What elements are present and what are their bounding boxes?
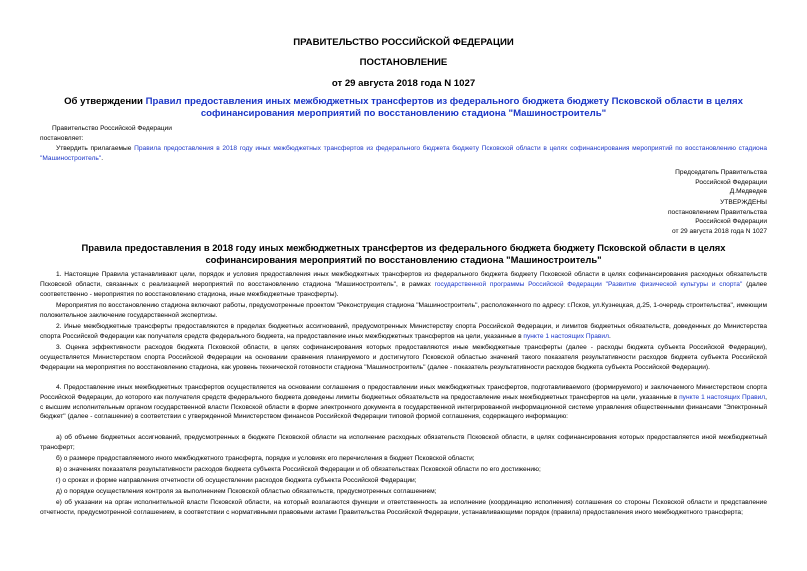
paragraph-2 [40, 322, 767, 342]
approved-block [560, 198, 767, 237]
approve-paragraph [40, 144, 767, 164]
intro-line-1: Правительство Российской Федерации [52, 125, 172, 132]
approved-line-4: от 29 августа 2018 года N 1027 [672, 228, 767, 236]
item-b: б) о размере предоставляемого иного межбюджетного трансферта, порядке и условиях его перечисления в бюджет Псковской области; [56, 455, 475, 462]
document-type: ПОСТАНОВЛЕНИЕ [359, 57, 448, 68]
item-e: е) об указании на орган исполнительной власти Псковской области, на который возлагаются функции и ответственность за исполнение (координацию исполнения) соглашения со стороны Псковской области и представление отчетности, предусмотренной соглашением, в соответствии с нормативными правовыми актами Правительства Российской Федерации, устанавливающими порядок (правила) предоставления иного межбюджетного трансферта; [40, 499, 767, 516]
signature-line-1: Председатель Правительства [675, 169, 767, 176]
approved-line-1: УТВЕРЖДЕНЫ [720, 199, 767, 206]
approved-line-2: постановлением Правительства [667, 208, 767, 216]
signature-line-3: Д.Медведев [729, 188, 767, 196]
signature-block [560, 168, 767, 197]
approved-line-3: Российской Федерации [695, 218, 767, 226]
paragraph-1-text-a: 1. Настоящие Правила устанавливают цели, порядок и условия предоставления иных межбюджетных трансфертов из федерального бюджета бюджету Псковской области в целях софинансирования расходных обязательств Псковской области, связанных с реализацией мероприятий по восстановлению стадиона "Машиностроитель", в рамках [40, 271, 767, 288]
state-program-link[interactable]: государственной программы Российской Федерации "Развитие физической культуры и спорта" [434, 280, 743, 288]
intro-line-2: постановляет: [40, 135, 84, 142]
document-title [40, 96, 767, 120]
approve-prefix: Утвердить прилагаемые [56, 145, 135, 152]
paragraph-2-text-a: 2. Иные межбюджетные трансферты предоставляются в пределах бюджетных ассигнований, предусмотренных Министерству спорта Российской Федерации, и лимитов бюджетных обязательств, доведенных до Министерства спорта Российской Федерации как получателя средств федерального бюджета, на предоставление иных межбюджетных трансфертов на цели, указанные в [40, 323, 767, 340]
paragraph-1-text-b: (далее соответственно - мероприятия по восстановлению стадиона, иные межбюджетные трансферты). [40, 280, 767, 298]
approve-suffix: . [101, 154, 104, 162]
paragraph-2-text-b: . [608, 332, 611, 340]
paragraph-4 [40, 383, 767, 422]
government-heading: ПРАВИТЕЛЬСТВО РОССИЙСКОЙ ФЕДЕРАЦИИ [293, 37, 514, 48]
paragraph-4-text-a: 4. Предоставление иных межбюджетных трансфертов осуществляется на основании соглашения о предоставлении иных межбюджетных трансфертов, подготавливаемого (формируемого) и заключаемого Министерством спорта Российской Федерации, до которого как получателя средств федерального бюджета доведены лимиты бюджетных обязательств на предоставление иных межбюджетных трансфертов на цели, указанные в [40, 384, 767, 401]
title-rules-link[interactable]: Правил предоставления иных межбюджетных трансфертов из федерального бюджета бюджету Псковской области в целях софинансирования мероприятий по восстановлению стадиона "Машиностроитель" [145, 96, 743, 119]
item-v: в) о значениях показателя результативности расходов бюджета субъекта Российской Федерации и об обязательствах Псковской области по его достижению; [56, 466, 541, 473]
item-g: г) о сроках и форме направления отчетности об осуществлении расходов бюджета субъекта Российской Федерации; [56, 477, 417, 484]
paragraph-4-rules-link[interactable]: пункте 1 настоящих Правил [679, 393, 766, 401]
rules-title: Правила предоставления в 2018 году иных межбюджетных трансфертов из федерального бюджета бюджету Псковской области в целях софинансирования мероприятий по восстановлению стадиона "Машиностроитель" [81, 242, 726, 265]
paragraph-3: 3. Оценка эффективности расходов бюджета Псковской области, в целях софинансирования которых предоставляются иные межбюджетные трансферты (далее - расходы бюджета субъекта Российской Федерации), осуществляется Министерством спорта Российской Федерации на основании сравнения планируемого и достигнутого Псковской областью значений такого показателя результативности расходов бюджета субъекта Российской Федерации на мероприятия по восстановлению стадиона, как уровень технической готовности стадиона "Машиностроитель" (далее - показатель результативности расходов бюджета субъекта Российской Федерации). [40, 344, 767, 371]
paragraph-1 [40, 270, 767, 299]
item-a: а) об объеме бюджетных ассигнований, предусмотренных в бюджете Псковской области на исполнение расходных обязательств Псковской области, в целях софинансирования которых предоставляется иной межбюджетный трансферт; [40, 434, 767, 451]
signature-line-2: Российской Федерации [695, 178, 767, 186]
document-date-number: от 29 августа 2018 года N 1027 [331, 78, 476, 89]
approve-rules-link[interactable]: Правила предоставления в 2018 году иных межбюджетных трансфертов из федерального бюджета бюджету Псковской области в целях софинансирования мероприятий по восстановлению стадиона "Машиностроитель" [40, 145, 767, 162]
item-d: д) о порядке осуществления контроля за выполнением Псковской областью обязательств, предусмотренных соглашением; [56, 488, 437, 495]
paragraph-2-rules-link[interactable]: пункте 1 настоящих Правил [523, 332, 609, 340]
paragraph-4-text-b: , с высшим исполнительным органом государственной власти Псковской области в форме электронного документа в государственной интегрированной информационной системе управления общественными финансами "Электронный бюджет" (далее - соглашение) в соответствии с утвержденной Министерством финансов Российской Федерации типовой формой соглашения, содержащего информацию: [40, 393, 767, 421]
title-prefix: Об утверждении [64, 96, 146, 107]
paragraph-1-2: Мероприятия по восстановлению стадиона включают работы, предусмотренные проектом "Реконструкция стадиона "Машиностроитель", расположенного по адресу: г.Псков, ул.Кузнецкая, д.25, 1-очередь строительства", имеющим положительное заключение государственной экспертизы. [40, 302, 767, 319]
